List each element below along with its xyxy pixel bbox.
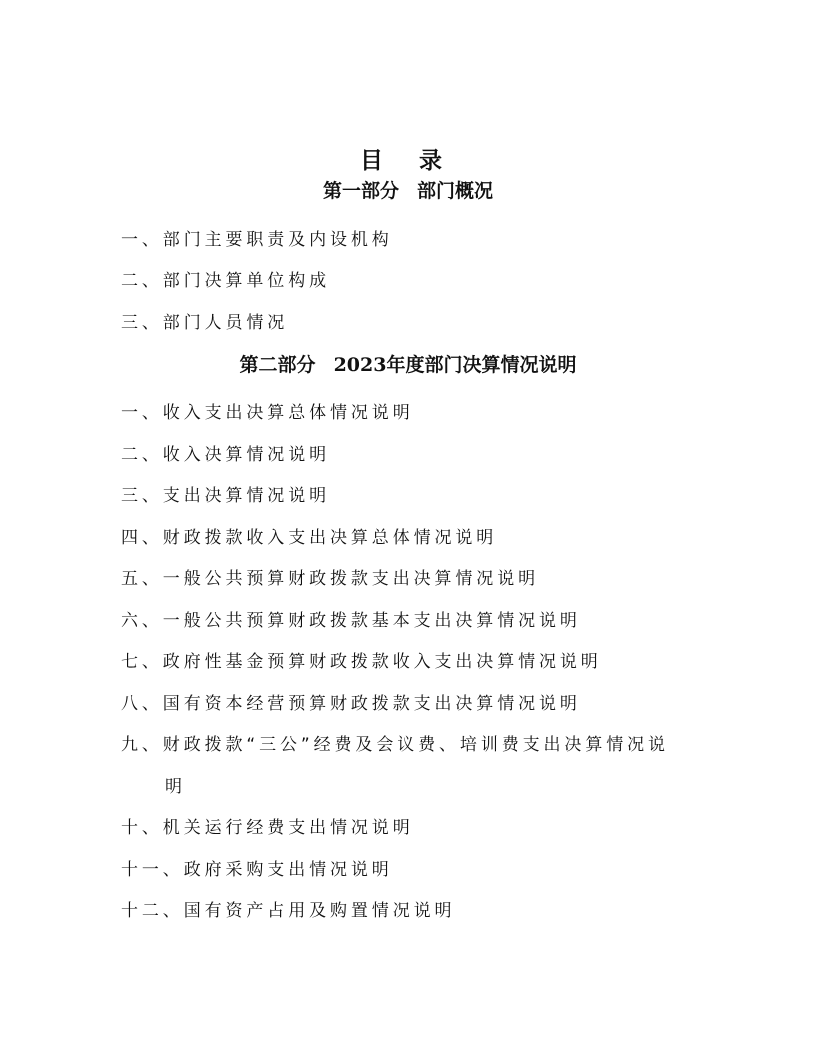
toc-item-part1-2[interactable]: 二、部门决算单位构成 xyxy=(121,271,330,291)
toc-item-part2-7[interactable]: 七、政府性基金预算财政拨款收入支出决算情况说明 xyxy=(121,652,602,672)
toc-item-part2-9-line1: 九、财政拨款“三公”经费及会议费、培训费支出决算情况说 xyxy=(121,735,669,755)
toc-item-part1-1[interactable]: 一、部门主要职责及内设机构 xyxy=(121,230,393,250)
part1-heading-text: 部门概况 xyxy=(417,180,494,202)
toc-item-part2-3[interactable]: 三、支出决算情况说明 xyxy=(121,486,330,506)
toc-item-part1-3[interactable]: 三、部门人员情况 xyxy=(121,313,289,333)
toc-item-part2-4[interactable]: 四、财政拨款收入支出决算总体情况说明 xyxy=(121,528,498,548)
toc-item-part2-2[interactable]: 二、收入决算情况说明 xyxy=(121,445,330,465)
toc-item-part2-6[interactable]: 六、一般公共预算财政拨款基本支出决算情况说明 xyxy=(121,611,581,631)
toc-item-part2-9-continuation[interactable]: 明 xyxy=(165,777,186,797)
toc-item-part2-5[interactable]: 五、一般公共预算财政拨款支出决算情况说明 xyxy=(121,569,539,589)
part1-heading xyxy=(0,178,816,204)
toc-item-part2-11[interactable]: 十一、政府采购支出情况说明 xyxy=(121,860,393,880)
toc-item-part2-9[interactable] xyxy=(121,724,669,766)
part2-heading-text: 2023年度部门决算情况说明 xyxy=(333,354,577,376)
toc-item-part2-10[interactable]: 十、机关运行经费支出情况说明 xyxy=(121,818,414,838)
toc-title: 目 录 xyxy=(359,148,456,174)
part2-heading-prefix: 第二部分 xyxy=(239,354,316,376)
toc-item-part2-12[interactable]: 十二、国有资产占用及购置情况说明 xyxy=(121,901,456,921)
toc-item-part2-8[interactable]: 八、国有资本经营预算财政拨款支出决算情况说明 xyxy=(121,694,581,714)
part2-heading xyxy=(0,352,816,378)
toc-item-part2-1[interactable]: 一、收入支出决算总体情况说明 xyxy=(121,403,414,423)
part1-heading-prefix: 第一部分 xyxy=(322,180,399,202)
